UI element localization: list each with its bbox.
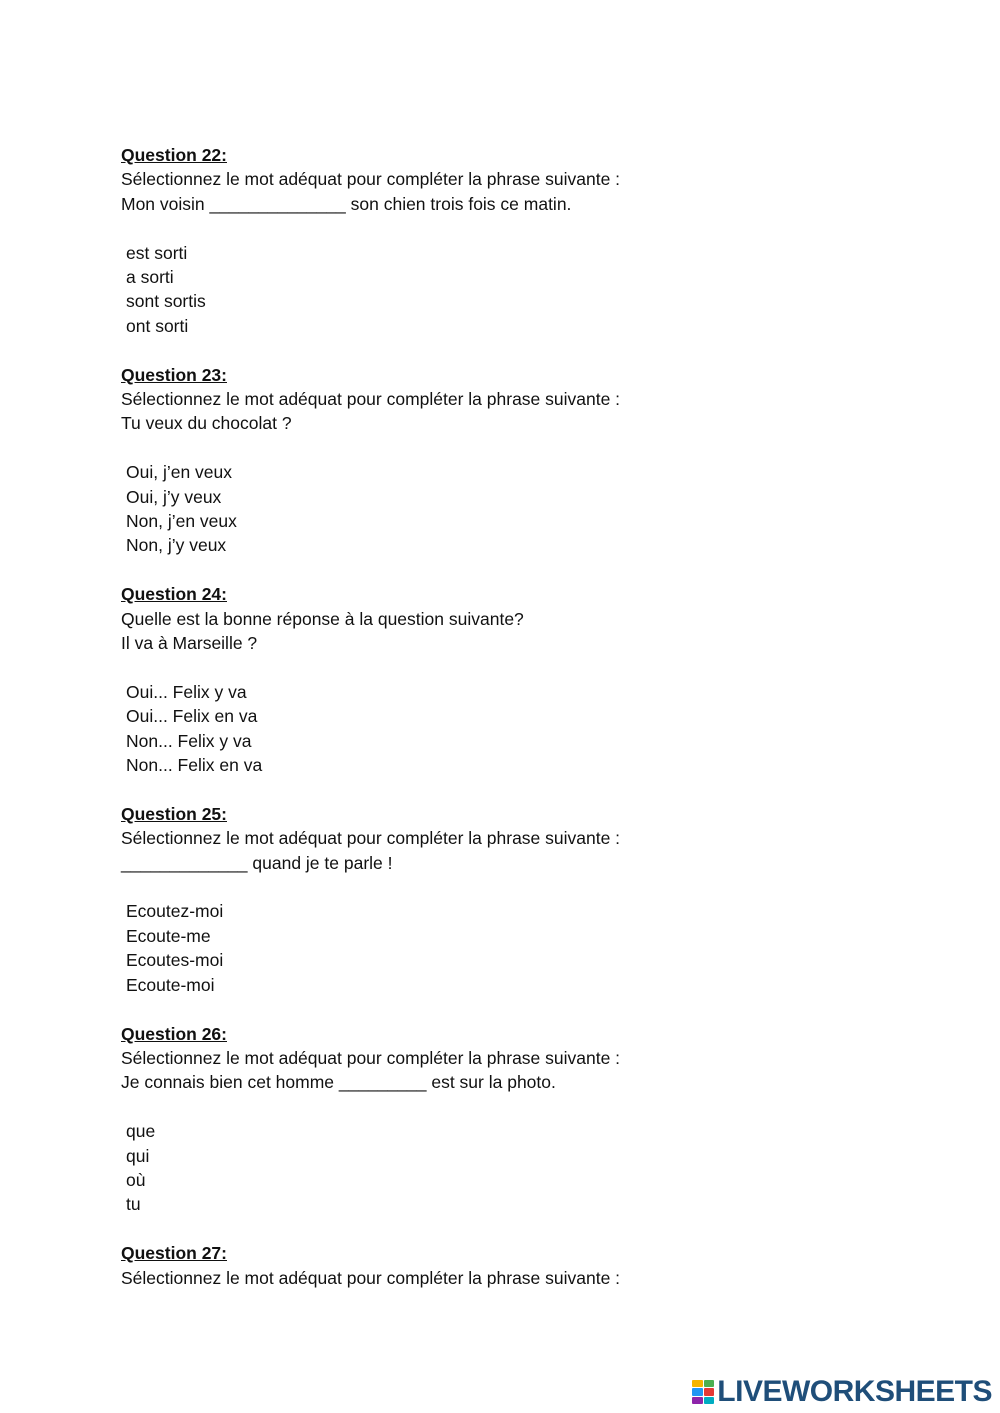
answer-options: [121, 460, 881, 558]
answer-option[interactable]: tu: [126, 1194, 141, 1215]
answer-option[interactable]: Oui... Felix y va: [126, 681, 247, 702]
question-sentence: Je connais bien cet homme _________ est sur la photo.: [121, 1072, 556, 1093]
answer-option[interactable]: est sorti: [126, 242, 188, 263]
answer-options: [121, 241, 881, 339]
answer-option[interactable]: Ecoutes-moi: [126, 950, 224, 971]
answer-option[interactable]: où: [126, 1169, 146, 1190]
answer-option[interactable]: Non, j’en veux: [126, 511, 237, 532]
question-title: Question 22:: [121, 145, 227, 165]
answer-option[interactable]: Ecoute-me: [126, 925, 211, 946]
question-26: [121, 1022, 881, 1217]
answer-option[interactable]: ont sorti: [126, 315, 189, 336]
liveworksheets-logo-icon: [692, 1380, 714, 1404]
question-25: [121, 802, 881, 997]
question-title: Question 25:: [121, 803, 227, 824]
answer-option[interactable]: que: [126, 1121, 156, 1142]
question-instruction: Sélectionnez le mot adéquat pour compléter la phrase suivante :: [121, 1047, 621, 1068]
answer-option[interactable]: Non, j’y veux: [126, 535, 227, 556]
question-title: Question 23:: [121, 364, 227, 385]
answer-option[interactable]: Oui, j’y veux: [126, 486, 222, 507]
question-sentence: Mon voisin ______________ son chien trois fois ce matin.: [121, 193, 572, 214]
answer-option[interactable]: Ecoute-moi: [126, 974, 215, 995]
question-title: Question 26:: [121, 1023, 227, 1044]
question-instruction: Sélectionnez le mot adéquat pour compléter la phrase suivante :: [121, 169, 621, 190]
answer-option[interactable]: Ecoutez-moi: [126, 901, 224, 922]
question-title: Question 27:: [121, 1243, 227, 1264]
answer-options: [121, 1119, 881, 1217]
brand-name: LIVEWORKSHEETS: [717, 1375, 992, 1408]
question-sentence: Il va à Marseille ?: [121, 633, 258, 654]
question-sentence: _____________ quand je te parle !: [121, 852, 393, 873]
answer-option[interactable]: Non... Felix en va: [126, 755, 263, 776]
question-instruction: Sélectionnez le mot adéquat pour compléter la phrase suivante :: [121, 1267, 621, 1288]
question-27: [121, 1241, 881, 1290]
liveworksheets-logo: [692, 1377, 992, 1407]
question-instruction: Quelle est la bonne réponse à la question suivante?: [121, 608, 524, 629]
answer-option[interactable]: Non... Felix y va: [126, 730, 252, 751]
question-instruction: Sélectionnez le mot adéquat pour compléter la phrase suivante :: [121, 389, 621, 410]
answer-option[interactable]: sont sortis: [126, 291, 206, 312]
answer-option[interactable]: qui: [126, 1145, 150, 1166]
question-23: [121, 363, 881, 558]
question-instruction: Sélectionnez le mot adéquat pour compléter la phrase suivante :: [121, 828, 621, 849]
answer-option[interactable]: Oui, j’en veux: [126, 462, 233, 483]
question-22: [121, 143, 881, 338]
answer-option[interactable]: a sorti: [126, 267, 174, 288]
question-24: [121, 582, 881, 777]
answer-option[interactable]: Oui... Felix en va: [126, 706, 258, 727]
question-title: Question 24:: [121, 584, 227, 605]
answer-options: [121, 899, 881, 997]
question-sentence: Tu veux du chocolat ?: [121, 413, 292, 434]
answer-options: [121, 680, 881, 778]
worksheet-content: [121, 143, 881, 1314]
